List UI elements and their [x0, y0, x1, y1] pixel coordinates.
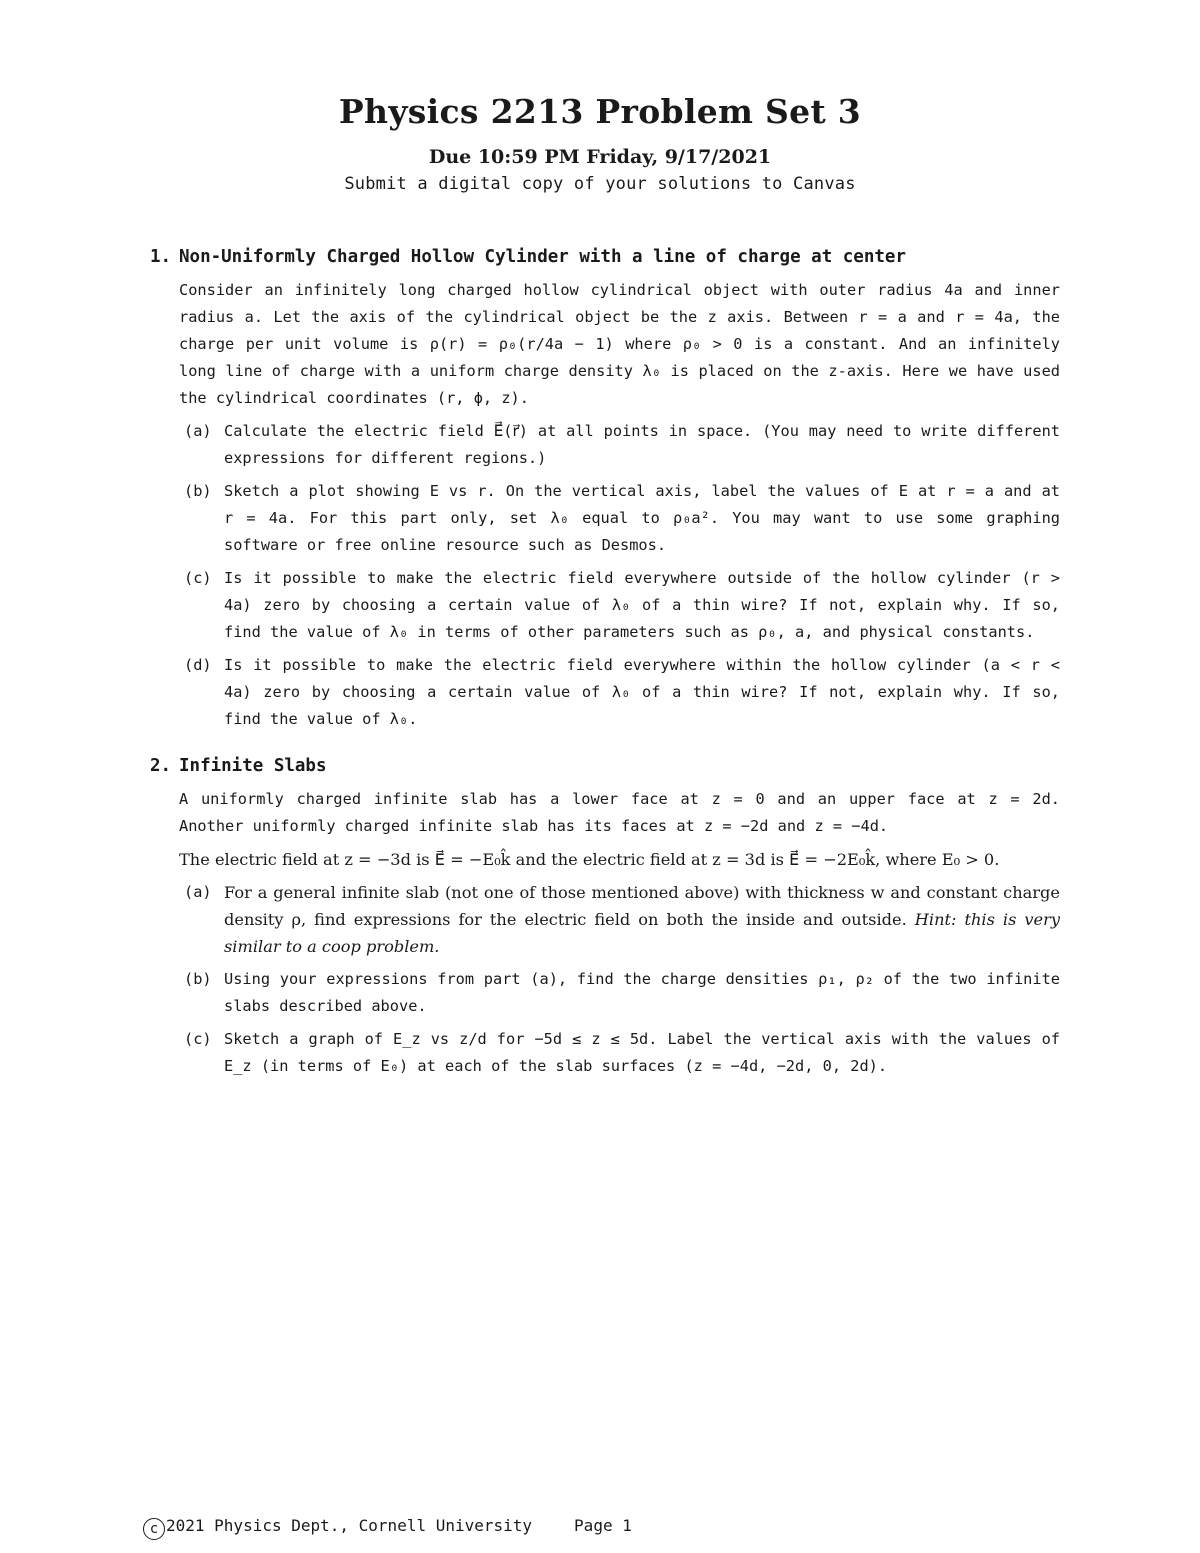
problem-2-intro: A uniformly charged infinite slab has a lower face at z = 0 and an upper face at z = 2d. Another uniformly charged infinite slab has its faces at z = −2d and z = −4d. [179, 790, 1060, 835]
problem-1-part-b [184, 478, 1060, 559]
part-text: Sketch a graph of E_z vs z/d for −5d ≤ z ≤ 5d. Label the vertical axis with the values of E_z (in terms of E₀) at each of the slab surfaces (z = −4d, −2d, 0, 2d). [224, 1030, 1060, 1075]
part-hint: Hint: this is very similar to a coop problem. [224, 910, 1060, 956]
problem-1-title: Non-Uniformly Charged Hollow Cylinder with a line of charge at center [179, 247, 906, 267]
part-label: (c) [184, 1030, 212, 1048]
problem-1-part-d [184, 652, 1060, 733]
footer-text: 2021 Physics Dept., Cornell University [166, 1516, 533, 1535]
part-label: (b) [184, 970, 212, 988]
problem-2-intro-2: The electric field at z = −3d is E⃗ = −E₀k̂ and the electric field at z = 3d is E⃗ = −2E₀k̂, where E₀ > 0. [179, 850, 1000, 869]
part-label: (c) [184, 569, 212, 587]
problem-2 [150, 752, 1060, 1080]
part-label: (d) [184, 656, 212, 674]
submission-note: Submit a digital copy of your solutions to Canvas [344, 174, 856, 194]
problem-1 [150, 243, 1060, 733]
problem-2-part-a [184, 879, 1060, 960]
copyright-icon: c [143, 1518, 165, 1540]
problem-2-heading [150, 752, 1060, 780]
problem-2-title: Infinite Slabs [179, 756, 327, 776]
part-text: For a general infinite slab (not one of those mentioned above) with thickness w and constant charge density ρ, find expressions for the electric field on both the inside and outside. [224, 883, 1060, 929]
part-text: Is it possible to make the electric field everywhere within the hollow cylinder (a < r < 4a) zero by choosing a certain value of λ₀ of a thin wire? If not, explain why. If so, find the value of λ₀. [224, 656, 1060, 728]
problem-1-intro: Consider an infinitely long charged hollow cylindrical object with outer radius 4a and inner radius a. Let the axis of the cylindrical object be the z axis. Between r = a and r = 4a, the charge per unit volume is ρ(r) = ρ₀(r/4a − 1) where ρ₀ > 0 is a constant. And an infinitely long line of charge with a uniform charge density λ₀ is placed on the z-axis. Here we have used the cylindrical coordinates (r, ϕ, z). [179, 281, 1060, 407]
problem-2-part-b [184, 966, 1060, 1020]
problem-1-part-a [184, 418, 1060, 472]
part-text: Calculate the electric field E⃗(r⃗) at all points in space. (You may need to write different expressions for different regions.) [224, 422, 1060, 467]
part-label: (a) [184, 883, 212, 901]
problem-1-heading [150, 243, 1060, 271]
due-date: Due 10:59 PM Friday, 9/17/2021 [428, 146, 772, 168]
part-text: Sketch a plot showing E vs r. On the vertical axis, label the values of E at r = a and at r = 4a. For this part only, set λ₀ equal to ρ₀a². You may want to use some graphing software or free online resource such as Desmos. [224, 482, 1060, 554]
page-title: Physics 2213 Problem Set 3 [338, 92, 862, 131]
part-text: Is it possible to make the electric field everywhere outside of the hollow cylinder (r > 4a) zero by choosing a certain value of λ₀ of a thin wire? If not, explain why. If so, find the value of λ₀ in terms of other parameters such as ρ₀, a, and physical constants. [224, 569, 1060, 641]
problem-2-number: 2. [150, 756, 172, 776]
problem-1-number: 1. [150, 247, 172, 267]
page-number: Page 1 [574, 1516, 632, 1535]
part-text: Using your expressions from part (a), find the charge densities ρ₁, ρ₂ of the two infinite slabs described above. [224, 970, 1060, 1015]
part-label: (b) [184, 482, 212, 500]
part-label: (a) [184, 422, 212, 440]
page-footer [143, 1516, 632, 1540]
problem-2-part-c [184, 1026, 1060, 1080]
problem-1-part-c [184, 565, 1060, 646]
